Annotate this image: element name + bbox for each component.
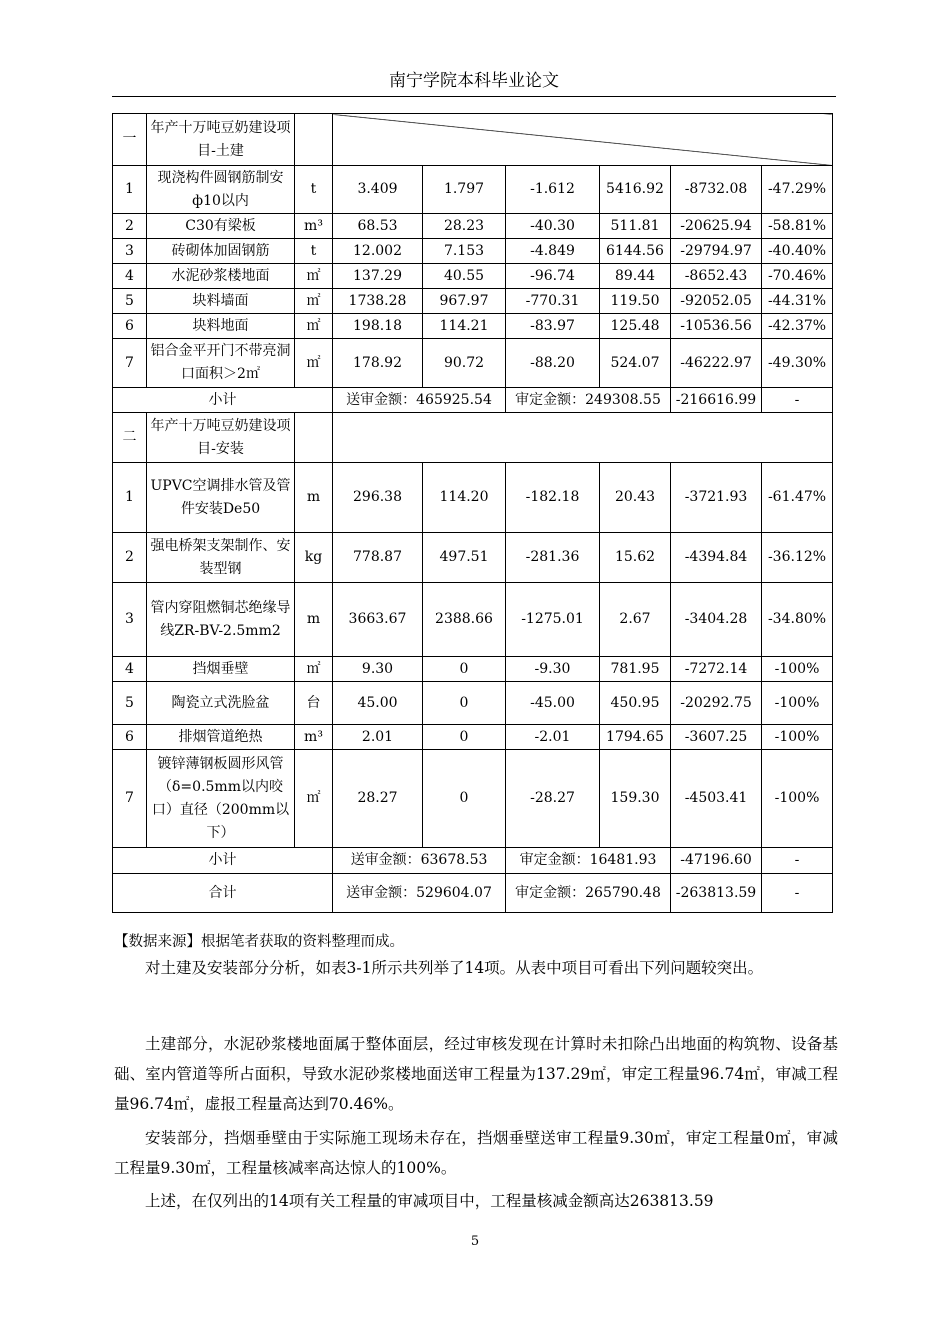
item-name: 铝合金平开门不带亮洞口面积＞2㎡: [147, 339, 295, 388]
unit-price: 89.44: [600, 264, 671, 289]
item-unit: ㎡: [295, 289, 333, 314]
table-row: [113, 339, 833, 388]
reduced-amount: -8652.43: [671, 264, 762, 289]
unit-price: 15.62: [600, 533, 671, 583]
item-unit: ㎡: [295, 339, 333, 388]
sent-quantity: 296.38: [333, 463, 423, 533]
total-approved-amount: 审定金额：265790.48: [506, 874, 671, 913]
sent-quantity: 178.92: [333, 339, 423, 388]
item-name: 现浇构件圆钢筋制安ф10以内: [147, 166, 295, 214]
item-number: 5: [113, 289, 147, 314]
item-number: 1: [113, 166, 147, 214]
item-name: 砖砌体加固钢筋: [147, 239, 295, 264]
sent-quantity: 3.409: [333, 166, 423, 214]
item-unit: 台: [295, 682, 333, 725]
reduction-rate: -47.29%: [762, 166, 833, 214]
table-row: [113, 463, 833, 533]
item-name: 强电桥架支架制作、安装型钢: [147, 533, 295, 583]
table-subtotal-row: [113, 388, 833, 413]
item-name: 块料墙面: [147, 289, 295, 314]
table-row: [113, 583, 833, 657]
body-paragraph: 上述，在仅列出的14项有关工程量的审减项目中，工程量核减金额高达263813.59: [145, 1192, 714, 1210]
item-unit: m³: [295, 725, 333, 750]
approved-quantity: 0: [423, 725, 506, 750]
approved-quantity: 967.97: [423, 289, 506, 314]
table-total-row: [113, 874, 833, 913]
reduction-rate: -70.46%: [762, 264, 833, 289]
reduction-rate: -49.30%: [762, 339, 833, 388]
sent-quantity: 1738.28: [333, 289, 423, 314]
item-unit: ㎡: [295, 657, 333, 682]
quantity-difference: -83.97: [506, 314, 600, 339]
item-number: 7: [113, 750, 147, 848]
approved-quantity: 0: [423, 657, 506, 682]
quantity-difference: -4.849: [506, 239, 600, 264]
quantity-difference: -281.36: [506, 533, 600, 583]
body-paragraph: 土建部分，水泥砂浆楼地面属于整体面层，经过审核发现在计算时未扣除凸出地面的构筑物、设备基础、室内管道等所占面积，导致水泥砂浆楼地面送审工程量为137.29㎡，审定工程量96.74㎡，审减工程量96.74㎡，虚报工程量高达到70.46%。: [114, 1035, 838, 1113]
item-number: 7: [113, 339, 147, 388]
subtotal-approved-amount: 审定金额：16481.93: [506, 848, 671, 874]
item-name: 排烟管道绝热: [147, 725, 295, 750]
diagonal-blank-cell: [333, 114, 833, 166]
table-row: [113, 289, 833, 314]
reduced-amount: -20292.75: [671, 682, 762, 725]
unit-price: 159.30: [600, 750, 671, 848]
sent-quantity: 778.87: [333, 533, 423, 583]
subtotal-label: 小计: [113, 848, 333, 874]
blank-cell: [333, 413, 833, 463]
subtotal-rate: -: [762, 848, 833, 874]
table-section-row: [113, 114, 833, 166]
item-name: 挡烟垂壁: [147, 657, 295, 682]
reduction-rate: -100%: [762, 657, 833, 682]
item-number: 1: [113, 463, 147, 533]
quantity-difference: -2.01: [506, 725, 600, 750]
unit-price: 781.95: [600, 657, 671, 682]
reduction-rate: -44.31%: [762, 289, 833, 314]
reduced-amount: -3607.25: [671, 725, 762, 750]
subtotal-rate: -: [762, 388, 833, 413]
page-number: 5: [470, 1234, 480, 1249]
item-number: 3: [113, 239, 147, 264]
item-name: 镀锌薄钢板圆形风管（δ=0.5mm以内咬口）直径（200mm以下）: [147, 750, 295, 848]
section-name: 年产十万吨豆奶建设项目-安装: [147, 413, 295, 463]
reduced-amount: -29794.97: [671, 239, 762, 264]
sent-quantity: 3663.67: [333, 583, 423, 657]
item-number: 4: [113, 264, 147, 289]
page-header: [112, 66, 836, 97]
subtotal-sent-amount: 送审金额：63678.53: [333, 848, 506, 874]
table-row: [113, 166, 833, 214]
table-row: [113, 214, 833, 239]
quantity-difference: -1275.01: [506, 583, 600, 657]
reduced-amount: -4394.84: [671, 533, 762, 583]
reduced-amount: -10536.56: [671, 314, 762, 339]
total-reduced-amount: -263813.59: [671, 874, 762, 913]
unit-price: 125.48: [600, 314, 671, 339]
approved-quantity: 1.797: [423, 166, 506, 214]
sent-quantity: 28.27: [333, 750, 423, 848]
unit-price: 1794.65: [600, 725, 671, 750]
item-name: C30有梁板: [147, 214, 295, 239]
body-paragraph: 安装部分，挡烟垂壁由于实际施工现场未存在，挡烟垂壁送审工程量9.30㎡，审定工程量0㎡，审减工程量9.30㎡，工程量核减率高达惊人的100%。: [114, 1129, 838, 1177]
subtotal-reduced-amount: -47196.60: [671, 848, 762, 874]
reduction-rate: -58.81%: [762, 214, 833, 239]
header-title: 南宁学院本科毕业论文: [389, 71, 559, 91]
item-unit: t: [295, 166, 333, 214]
table-subtotal-row: [113, 848, 833, 874]
quantity-difference: -1.612: [506, 166, 600, 214]
unit-price: 6144.56: [600, 239, 671, 264]
table-row: [113, 657, 833, 682]
item-unit: m: [295, 463, 333, 533]
quantity-difference: -9.30: [506, 657, 600, 682]
table-section-row: [113, 413, 833, 463]
approved-quantity: 0: [423, 750, 506, 848]
approved-quantity: 40.55: [423, 264, 506, 289]
item-number: 5: [113, 682, 147, 725]
unit-cell: [295, 114, 333, 166]
reduced-amount: -20625.94: [671, 214, 762, 239]
item-unit: m: [295, 583, 333, 657]
unit-price: 119.50: [600, 289, 671, 314]
item-name: 陶瓷立式洗脸盆: [147, 682, 295, 725]
unit-price: 5416.92: [600, 166, 671, 214]
approved-quantity: 114.20: [423, 463, 506, 533]
quantity-difference: -45.00: [506, 682, 600, 725]
item-unit: ㎡: [295, 264, 333, 289]
item-name: UPVC空调排水管及管件安装De50: [147, 463, 295, 533]
audit-table: [112, 113, 833, 913]
unit-price: 20.43: [600, 463, 671, 533]
item-unit: ㎡: [295, 314, 333, 339]
total-sent-amount: 送审金额：529604.07: [333, 874, 506, 913]
reduction-rate: -36.12%: [762, 533, 833, 583]
sent-quantity: 68.53: [333, 214, 423, 239]
sent-quantity: 45.00: [333, 682, 423, 725]
section-name: 年产十万吨豆奶建设项目-土建: [147, 114, 295, 166]
sent-quantity: 12.002: [333, 239, 423, 264]
reduction-rate: -34.80%: [762, 583, 833, 657]
reduction-rate: -100%: [762, 682, 833, 725]
item-name: 块料地面: [147, 314, 295, 339]
approved-quantity: 90.72: [423, 339, 506, 388]
quantity-difference: -28.27: [506, 750, 600, 848]
reduction-rate: -100%: [762, 725, 833, 750]
item-name: 水泥砂浆楼地面: [147, 264, 295, 289]
table-row: [113, 533, 833, 583]
approved-quantity: 114.21: [423, 314, 506, 339]
table-row: [113, 314, 833, 339]
unit-price: 450.95: [600, 682, 671, 725]
reduced-amount: -92052.05: [671, 289, 762, 314]
sent-quantity: 198.18: [333, 314, 423, 339]
approved-quantity: 497.51: [423, 533, 506, 583]
body-paragraph: 对土建及安装部分分析，如表3-1所示共列举了14项。从表中项目可看出下列问题较突出。: [145, 959, 764, 977]
total-label: 合计: [113, 874, 333, 913]
item-unit: m³: [295, 214, 333, 239]
reduced-amount: -46222.97: [671, 339, 762, 388]
unit-price: 524.07: [600, 339, 671, 388]
approved-quantity: 28.23: [423, 214, 506, 239]
data-source-note: 【数据来源】根据笔者获取的资料整理而成。: [114, 934, 404, 950]
item-unit: kg: [295, 533, 333, 583]
table-row: [113, 264, 833, 289]
item-number: 6: [113, 725, 147, 750]
table-row: [113, 239, 833, 264]
subtotal-approved-amount: 审定金额：249308.55: [506, 388, 671, 413]
item-name: 管内穿阻燃铜芯绝缘导线ZR-BV-2.5mm2: [147, 583, 295, 657]
quantity-difference: -182.18: [506, 463, 600, 533]
subtotal-reduced-amount: -216616.99: [671, 388, 762, 413]
reduction-rate: -40.40%: [762, 239, 833, 264]
approved-quantity: 2388.66: [423, 583, 506, 657]
reduced-amount: -3404.28: [671, 583, 762, 657]
reduction-rate: -100%: [762, 750, 833, 848]
reduced-amount: -4503.41: [671, 750, 762, 848]
approved-quantity: 7.153: [423, 239, 506, 264]
sent-quantity: 137.29: [333, 264, 423, 289]
quantity-difference: -40.30: [506, 214, 600, 239]
reduced-amount: -8732.08: [671, 166, 762, 214]
item-number: 4: [113, 657, 147, 682]
item-unit: ㎡: [295, 750, 333, 848]
unit-cell: [295, 413, 333, 463]
reduced-amount: -3721.93: [671, 463, 762, 533]
table-row: [113, 682, 833, 725]
approved-quantity: 0: [423, 682, 506, 725]
reduction-rate: -42.37%: [762, 314, 833, 339]
unit-price: 2.67: [600, 583, 671, 657]
total-rate: -: [762, 874, 833, 913]
section-number: 二: [113, 413, 147, 463]
sent-quantity: 9.30: [333, 657, 423, 682]
quantity-difference: -96.74: [506, 264, 600, 289]
sent-quantity: 2.01: [333, 725, 423, 750]
table-row: [113, 750, 833, 848]
subtotal-label: 小计: [113, 388, 333, 413]
reduced-amount: -7272.14: [671, 657, 762, 682]
unit-price: 511.81: [600, 214, 671, 239]
item-number: 2: [113, 214, 147, 239]
item-unit: t: [295, 239, 333, 264]
quantity-difference: -88.20: [506, 339, 600, 388]
table-row: [113, 725, 833, 750]
section-number: 一: [113, 114, 147, 166]
item-number: 2: [113, 533, 147, 583]
quantity-difference: -770.31: [506, 289, 600, 314]
subtotal-sent-amount: 送审金额：465925.54: [333, 388, 506, 413]
item-number: 3: [113, 583, 147, 657]
reduction-rate: -61.47%: [762, 463, 833, 533]
item-number: 6: [113, 314, 147, 339]
